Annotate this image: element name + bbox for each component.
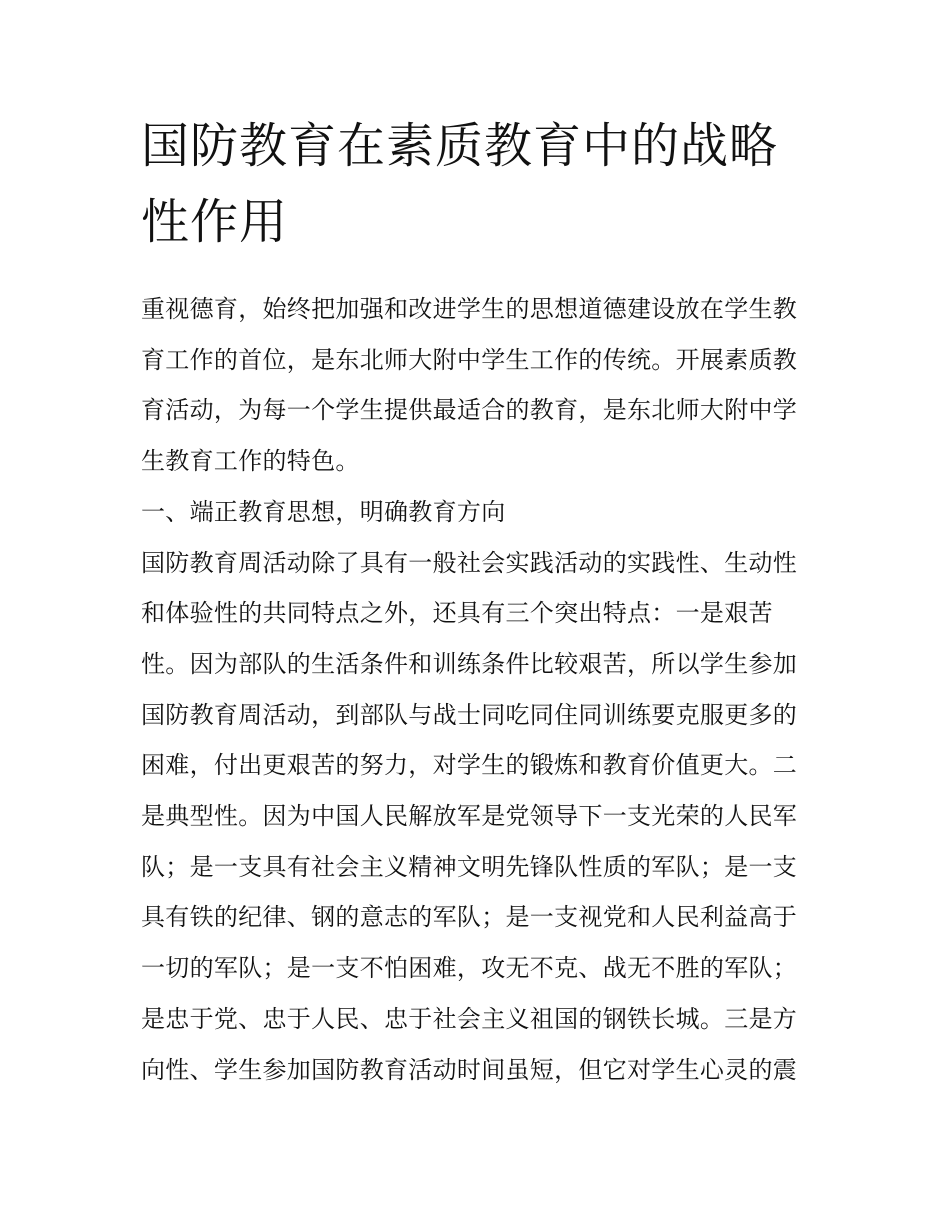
document-content	[141, 108, 811, 1095]
text-line: 具有铁的纪律、钢的意志的军队；是一支视党和人民利益高于	[141, 903, 798, 932]
text-line: 育活动，为每一个学生提供最适合的教育，是东北师大附中学	[141, 396, 798, 425]
text-line: 向性、学生参加国防教育活动时间虽短，但它对学生心灵的震	[141, 1055, 798, 1084]
title-line: 性作用	[141, 194, 289, 250]
text-line: 是忠于党、忠于人民、忠于社会主义祖国的钢铁长城。三是方	[141, 1004, 798, 1033]
section-heading: 一、端正教育思想，明确教育方向	[141, 497, 506, 526]
text-line: 重视德育，始终把加强和改进学生的思想道德建设放在学生教	[141, 295, 798, 323]
text-line: 一切的军队；是一支不怕困难，攻无不克、战无不胜的军队；	[141, 954, 798, 983]
text-line: 队；是一支具有社会主义精神文明先锋队性质的军队；是一支	[141, 852, 798, 881]
text-line: 生教育工作的特色。	[141, 447, 360, 476]
title-line: 国防教育在素质教育中的战略	[141, 118, 779, 174]
text-line: 困难，付出更艰苦的努力，对学生的锻炼和教育价值更大。二	[141, 751, 798, 780]
text-line: 和体验性的共同特点之外，还具有三个突出特点：一是艰苦	[141, 599, 773, 628]
text-line: 性。因为部队的生活条件和训练条件比较艰苦，所以学生参加	[141, 649, 798, 678]
text-line: 育工作的首位，是东北师大附中学生工作的传统。开展素质教	[141, 345, 798, 374]
document-title	[141, 108, 811, 260]
text-line: 国防教育周活动除了具有一般社会实践活动的实践性、生动性	[141, 548, 798, 577]
text-line: 是典型性。因为中国人民解放军是党领导下一支光荣的人民军	[141, 802, 798, 831]
text-line: 国防教育周活动，到部队与战士同吃同住同训练要克服更多的	[141, 700, 798, 729]
body-text	[141, 284, 811, 1095]
